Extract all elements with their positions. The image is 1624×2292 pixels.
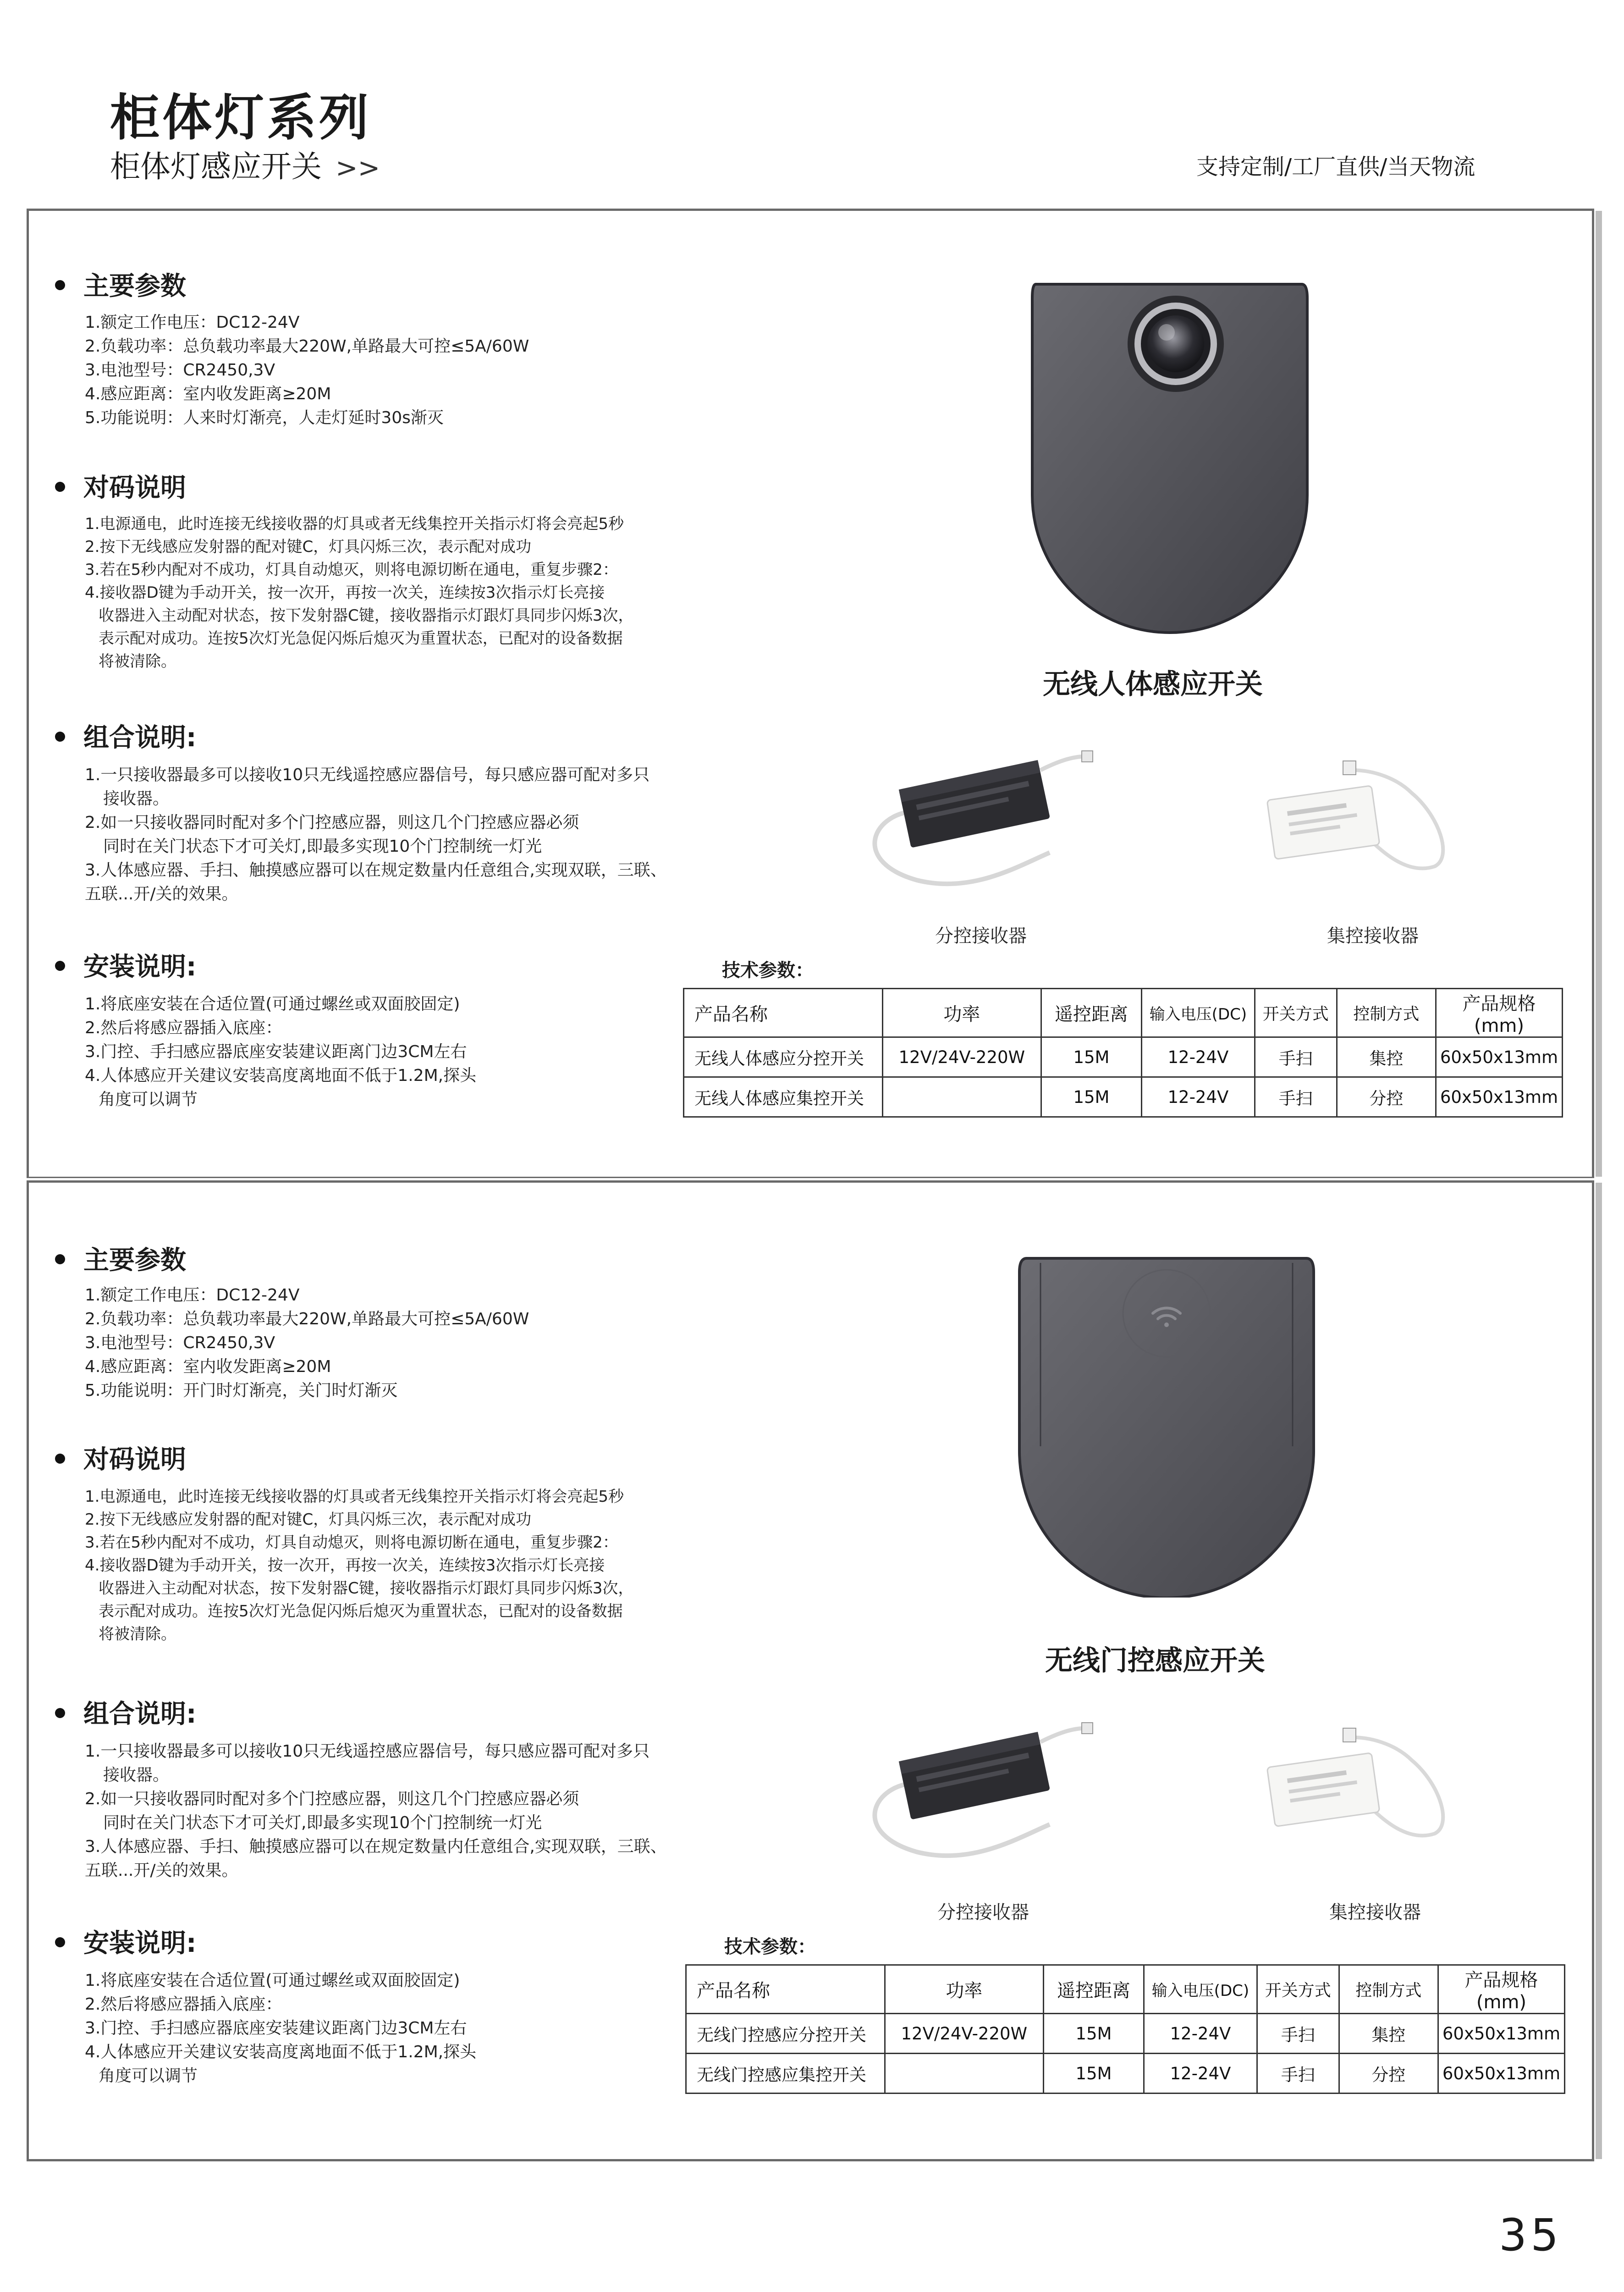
spec-label: 技术参数： [724,1936,816,1957]
bullet-icon [55,1708,65,1718]
table-row: 无线门控感应集控开关 15M 12-24V 手扫 分控 60x50x13mm [686,2054,1565,2094]
bullet-icon [55,280,65,290]
combo-list: 1.一只接收器最多可以接收10只无线遥控感应器信号，每只感应器可配对多只 接收器。 2.如一只接收器同时配对多个门控感应器，则这几个门控感应器必须 同时在关门状态下才可关灯,即最多实现10个门控制统一灯光 3.人体感应器、手扫、触摸感应器可以在规定数量内任意组合,实现双联，三联、 五联...开/关的效果。 [85,1742,667,1880]
bullet-icon [55,732,65,742]
panel-shadow [1596,1183,1602,2159]
sub-receiver-image [857,743,1096,898]
table-row: 无线人体感应分控开关 12V/24V-220W 15M 12-24V 手扫 集控 60x50x13mm [684,1037,1563,1077]
bullet-icon [55,1254,65,1264]
table-row: 无线门控感应分控开关 12V/24V-220W 15M 12-24V 手扫 集控 60x50x13mm [686,2014,1565,2054]
spec-label: 技术参数： [722,960,814,981]
combo-list: 1.一只接收器最多可以接收10只无线遥控感应器信号，每只感应器可配对多只 接收器。 2.如一只接收器同时配对多个门控感应器，则这几个门控感应器必须 同时在关门状态下才可关灯,即最多实现10个门控制统一灯光 3.人体感应器、手扫、触摸感应器可以在规定数量内任意组合,实现双联，三联、 五联...开/关的效果。 [85,766,667,904]
install-list: 1.将底座安装在合适位置(可通过螺丝或双面胶固定) 2.然后将感应器插入底座： 3.门控、手扫感应器底座安装建议距离门边3CM左右 4.人体感应开关建议安装高度离地面不低于1.2M,探头 角度可以调节 [85,1971,477,2085]
params-list: 1.额定工作电压：DC12-24V 2.负载功率：总负载功率最大220W,单路最大可控≤5A/60W 3.电池型号：CR2450,3V 4.感应距离：室内收发距离≥20M 5.功能说明：人来时灯渐亮，人走灯延时30s渐灭 [85,313,529,427]
sub-receiver-image [857,1714,1096,1870]
pairing-list: 1.电源通电，此时连接无线接收器的灯具或者无线集控开关指示灯将会亮起5秒 2.按下无线感应发射器的配对键C，灯具闪烁三次，表示配对成功 3.若在5秒内配对不成功，灯具自动熄灭，则将电源切断在通电，重复步骤2： 4.接收器D键为手动开关，按一次开，再按一次关，连续按3次指示灯长亮接 收器进入主动配对状态，按下发射器C键，接收器指示灯跟灯具同步闪烁3次， 表示配对成功。连按5次灯光急促闪烁后熄灭为重置状态，已配对的设备数据 将被清除。 [85,515,634,671]
product-caption: 无线人体感应开关 [1043,668,1263,700]
spec-table [683,988,1563,1118]
bullet-icon [55,961,65,971]
door-sensor-image [1013,1254,1320,1598]
bullet-icon [55,1937,65,1947]
install-heading: 安装说明: [55,947,196,983]
bullet-icon [55,482,65,492]
series-title: 柜体灯系列 [110,89,372,147]
pairing-list: 1.电源通电，此时连接无线接收器的灯具或者无线集控开关指示灯将会亮起5秒 2.按下无线感应发射器的配对键C，灯具闪烁三次，表示配对成功 3.若在5秒内配对不成功，灯具自动熄灭，则将电源切断在通电，重复步骤2： 4.接收器D键为手动开关，按一次开，再按一次关，连续按3次指示灯长亮接 收器进入主动配对状态，按下发射器C键，接收器指示灯跟灯具同步闪烁3次， 表示配对成功。连按5次灯光急促闪烁后熄灭为重置状态，已配对的设备数据 将被清除。 [85,1488,634,1643]
pairing-heading: 对码说明 [55,468,186,504]
install-list: 1.将底座安装在合适位置(可通过螺丝或双面胶固定) 2.然后将感应器插入底座： 3.门控、手扫感应器底座安装建议距离门边3CM左右 4.人体感应开关建议安装高度离地面不低于1.2M,探头 角度可以调节 [85,995,477,1109]
tagline: 支持定制/工厂直供/当天物流 [1196,154,1475,180]
central-receiver-label: 集控接收器 [1329,1902,1421,1923]
pir-sensor-image [1027,280,1311,637]
params-list: 1.额定工作电压：DC12-24V 2.负载功率：总负载功率最大220W,单路最大可控≤5A/60W 3.电池型号：CR2450,3V 4.感应距离：室内收发距离≥20M 5.功能说明：开门时灯渐亮，关门时灯渐灭 [85,1286,529,1400]
combo-heading: 组合说明: [55,1694,196,1730]
bullet-icon [55,1454,65,1464]
subtitle-text: 柜体灯感应开关 [110,149,322,184]
chevron-icon: >> [336,152,380,183]
spec-header-row: 产品名称 功率 遥控距离 输入电压(DC) 开关方式 控制方式 产品规格(mm) [686,1965,1565,2014]
central-receiver-image [1261,747,1453,894]
product-caption: 无线门控感应开关 [1045,1645,1265,1677]
install-heading: 安装说明: [55,1923,196,1960]
spec-header-row: 产品名称 功率 遥控距离 输入电压(DC) 开关方式 控制方式 产品规格(mm) [684,989,1563,1037]
pairing-heading: 对码说明 [55,1439,186,1476]
central-receiver-image [1261,1714,1453,1861]
panel-shadow [1596,211,1602,1177]
page-number: 35 [1499,2209,1563,2261]
params-heading: 主要参数 [55,266,186,303]
series-subtitle [110,142,380,186]
sub-receiver-label: 分控接收器 [935,926,1027,947]
central-receiver-label: 集控接收器 [1327,926,1419,947]
spec-table [685,1964,1565,2094]
table-row: 无线人体感应集控开关 15M 12-24V 手扫 分控 60x50x13mm [684,1077,1563,1117]
params-heading: 主要参数 [55,1240,186,1277]
combo-heading: 组合说明: [55,717,196,754]
sub-receiver-label: 分控接收器 [937,1902,1029,1923]
